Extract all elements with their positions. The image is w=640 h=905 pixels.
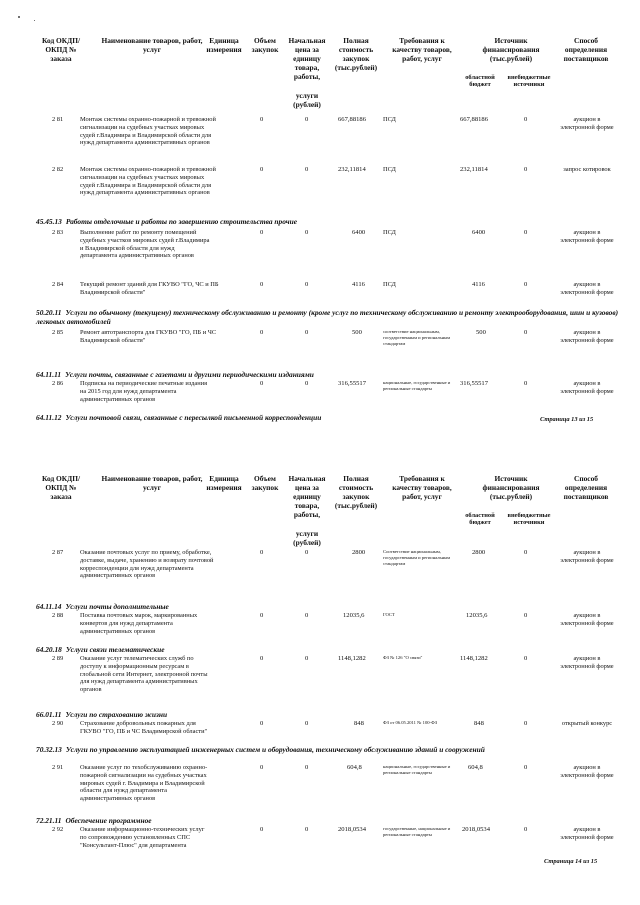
header-method: Способ определения поставщиков (563, 474, 609, 501)
okdp-group-title: Услуги почтовой связи, связанные с пересылкой письменной корреспонденции (65, 413, 322, 422)
item-name: Ремонт автотранспорта для ГКУВО "ГО, ПБ и ЧС Владимирской области" (80, 329, 217, 344)
requirements-value: Соответствие национальным, государственным и региональным стандартам (383, 549, 451, 566)
unit-price-value: 0 (305, 612, 309, 619)
okdp-group-title: Услуги по управлению эксплуатацией инженерных систем и оборудования, техническому обслуживанию зданий и сооружений (65, 745, 485, 754)
total-cost-value: 6400 (352, 229, 366, 236)
header-start-price: Начальная цена за единицу товара, работы, (288, 474, 326, 519)
header-volume: Объем закупок (251, 474, 279, 492)
header-volume: Объем закупок (251, 36, 279, 54)
order-number: 2 90 (52, 720, 64, 727)
extra-budget-value: 0 (524, 380, 528, 387)
okdp-group-heading (36, 309, 620, 327)
extra-budget-value: 0 (524, 281, 528, 288)
header-unit: Единица измерения (206, 474, 242, 492)
okdp-group-heading (36, 746, 620, 755)
requirements-value: ГОСТ (383, 612, 395, 617)
okdp-group-title: Услуги связи телематические (65, 645, 165, 654)
extra-budget-value: 0 (524, 549, 528, 556)
volume-value: 0 (260, 281, 264, 288)
unit-price-value: 0 (305, 329, 309, 336)
total-cost-value: 500 (352, 329, 362, 336)
procurement-method: открытый конкурс (561, 720, 613, 727)
header-total: Полная стоимость закупок (тыс.рублей) (334, 36, 378, 72)
regional-budget-value: 316,55517 (460, 380, 489, 387)
order-number: 2 82 (52, 166, 64, 173)
unit-price-value: 0 (305, 655, 309, 662)
page-number: Страница 13 из 15 (540, 416, 594, 423)
unit-price-value: 0 (305, 166, 309, 173)
order-number: 2 86 (52, 380, 64, 387)
regional-budget-value: 2800 (472, 549, 486, 556)
procurement-method: аукцион в электронной форме (560, 826, 614, 841)
extra-budget-value: 0 (524, 655, 528, 662)
regional-budget-value: 604,8 (468, 764, 483, 771)
item-name: Оказание услуг по техобслуживанию охранно-пожарной сигнализации на судебных участках мировых судей г. Владимира и Владимирской области для нужд департамента административных органов (80, 764, 208, 803)
scan-speck (34, 20, 35, 21)
order-number: 2 81 (52, 116, 64, 123)
order-number: 2 84 (52, 281, 64, 288)
okdp-group-code: 45.45.13 (36, 217, 62, 226)
unit-price-value: 0 (305, 720, 309, 727)
regional-budget-value: 12035,6 (466, 612, 488, 619)
requirements-value: государственные, национальные и региональные стандарты (383, 826, 451, 837)
procurement-method: аукцион в электронной форме (560, 116, 614, 131)
extra-budget-value: 0 (524, 826, 528, 833)
okdp-group-heading (36, 817, 336, 826)
order-number: 2 83 (52, 229, 64, 236)
okdp-group-code: 50.20.11 (36, 308, 62, 317)
volume-value: 0 (260, 380, 264, 387)
total-cost-value: 1148,1282 (338, 655, 366, 662)
unit-price-value: 0 (305, 826, 309, 833)
total-cost-value: 4116 (352, 281, 365, 288)
okdp-group-code: 70.32.13 (36, 745, 62, 754)
extra-budget-value: 0 (524, 116, 528, 123)
header-name: Наименование товаров, работ, услуг (101, 36, 203, 54)
unit-price-value: 0 (305, 116, 309, 123)
item-name: Монтаж системы охранно-пожарной и тревожной сигнализации на судебных участках мировых судей г.Владимира и Владимирской области для нужд департамента административных органов (80, 116, 216, 147)
unit-price-value: 0 (305, 764, 309, 771)
total-cost-value: 316,55517 (338, 380, 367, 387)
total-cost-value: 2800 (352, 549, 366, 556)
header-source: Источник финансирования (тыс.рублей) (482, 36, 540, 63)
okdp-group-heading (36, 711, 336, 720)
requirements-value: ПСД (383, 229, 396, 236)
order-number: 2 91 (52, 764, 64, 771)
extra-budget-value: 0 (524, 329, 528, 336)
volume-value: 0 (260, 764, 264, 771)
okdp-group-code: 64.20.18 (36, 645, 62, 654)
item-name: Подписка на периодические печатные издания на 2015 год для нужд департамента административных органов (80, 380, 208, 403)
header-extrabudget: внебюджетные источники (507, 74, 551, 89)
volume-value: 0 (260, 720, 264, 727)
okdp-group-heading (36, 371, 616, 380)
page-number: Страница 14 из 15 (544, 858, 598, 865)
okdp-group-code: 64.11.11 (36, 370, 62, 379)
extra-budget-value: 0 (524, 720, 528, 727)
item-name: Оказание услуг телематических служб по доступу к информационным ресурсам в глобальной сети Интернет, электронной почты для нужд департамента административных органов (80, 655, 208, 694)
regional-budget-value: 232,11814 (460, 166, 488, 173)
okdp-group-title: Услуги по страхованию жизни (65, 710, 168, 719)
total-cost-value: 604,8 (347, 764, 362, 771)
requirements-value: соответствие национальным, государственным и региональным стандартам (383, 329, 451, 346)
total-cost-value: 848 (354, 720, 364, 727)
header-unit: Единица измерения (206, 36, 242, 54)
procurement-method: аукцион в электронной форме (560, 549, 614, 564)
total-cost-value: 667,88186 (338, 116, 367, 123)
procurement-method: аукцион в электронной форме (560, 655, 614, 670)
okdp-group-code: 66.01.11 (36, 710, 62, 719)
requirements-value: национальные, государственные и региональные стандарты (383, 764, 451, 775)
procurement-method: аукцион в электронной форме (560, 380, 614, 395)
header-code: Код ОКДП/ ОКПД № заказа (41, 36, 81, 63)
regional-budget-value: 6400 (472, 229, 486, 236)
procurement-method: аукцион в электронной форме (560, 764, 614, 779)
volume-value: 0 (260, 826, 264, 833)
volume-value: 0 (260, 655, 264, 662)
okdp-group-title: Работы отделочные и работы по завершению строительства прочие (65, 217, 297, 226)
header-extrabudget: внебюджетные источники (507, 512, 551, 527)
unit-price-value: 0 (305, 281, 309, 288)
header-requirements: Требования к качеству товаров, работ, услуг (392, 474, 452, 501)
requirements-value: национальные, государственные и региональные стандарты (383, 380, 451, 391)
scan-speck (18, 16, 20, 18)
extra-budget-value: 0 (524, 612, 528, 619)
extra-budget-value: 0 (524, 166, 528, 173)
header-source: Источник финансирования (тыс.рублей) (482, 474, 540, 501)
header-start-price-cont: услуги (рублей) (293, 91, 321, 109)
okdp-group-heading (36, 603, 336, 612)
volume-value: 0 (260, 329, 264, 336)
regional-budget-value: 4116 (472, 281, 485, 288)
okdp-group-title: Услуги почты дополнительные (65, 602, 169, 611)
header-requirements: Требования к качеству товаров, работ, услуг (392, 36, 452, 63)
requirements-value: ПСД (383, 166, 396, 173)
procurement-method: аукцион в электронной форме (560, 229, 614, 244)
volume-value: 0 (260, 612, 264, 619)
volume-value: 0 (260, 229, 264, 236)
order-number: 2 85 (52, 329, 64, 336)
procurement-method: аукцион в электронной форме (560, 329, 614, 344)
procurement-method: запрос котировок (563, 166, 611, 173)
item-name: Страхование добровольных пожарных для ГКУВО "ГО, ПБ и ЧС Владимирской области" (80, 720, 208, 735)
volume-value: 0 (260, 166, 264, 173)
okdp-group-heading (36, 218, 616, 227)
header-regional: областной бюджет (465, 512, 495, 527)
order-number: 2 92 (52, 826, 64, 833)
total-cost-value: 12035,6 (343, 612, 365, 619)
header-code: Код ОКДП/ ОКПД № заказа (41, 474, 81, 501)
item-name: Поставка почтовых марок, маркированных конвертов для нужд департамента административных органов (80, 612, 198, 635)
item-name: Оказание почтовых услуг по приему, обработке, доставке, выдаче, хранению и возврату почтовой корреспонденции для нужд департамента административных органов (80, 549, 214, 580)
header-regional: областной бюджет (465, 74, 495, 89)
header-method: Способ определения поставщиков (563, 36, 609, 63)
unit-price-value: 0 (305, 549, 309, 556)
procurement-method: аукцион в электронной форме (560, 612, 614, 627)
extra-budget-value: 0 (524, 764, 528, 771)
regional-budget-value: 2018,0534 (462, 826, 491, 833)
procurement-method: аукцион в электронной форме (560, 281, 614, 296)
item-name: Выполнение работ по ремонту помещений судебных участков мировых судей г.Владимира и Владимирской области для нужд департамента административных органов (80, 229, 210, 260)
header-name: Наименование товаров, работ, услуг (101, 474, 203, 492)
unit-price-value: 0 (305, 229, 309, 236)
order-number: 2 87 (52, 549, 64, 556)
header-total: Полная стоимость закупок (тыс.рублей) (334, 474, 378, 510)
unit-price-value: 0 (305, 380, 309, 387)
header-start-price: Начальная цена за единицу товара, работы, (288, 36, 326, 81)
total-cost-value: 2018,0534 (338, 826, 367, 833)
regional-budget-value: 1148,1282 (460, 655, 488, 662)
okdp-group-title: Услуги по обычному (текущему) техническому обслуживанию и ремонту (кроме услуг по техническому обслуживанию и ремонту электрооборудования, шин и кузовов) легковых автомобилей (36, 308, 619, 326)
extra-budget-value: 0 (524, 229, 528, 236)
order-number: 2 89 (52, 655, 64, 662)
regional-budget-value: 500 (476, 329, 486, 336)
okdp-group-heading (36, 646, 336, 655)
item-name: Оказание информационно-технических услуг по сопровождению установленных СПС "Консультант-Плюс" для департамента (80, 826, 205, 849)
okdp-group-code: 72.21.11 (36, 816, 62, 825)
okdp-group-code: 64.11.12 (36, 413, 62, 422)
order-number: 2 88 (52, 612, 64, 619)
okdp-group-title: Услуги почты, связанные с газетами и другими периодическими изданиями (65, 370, 314, 379)
header-start-price-cont: услуги (рублей) (293, 529, 321, 547)
regional-budget-value: 848 (474, 720, 484, 727)
requirements-value: ФЗ от 06.05.2011 № 100-ФЗ (383, 720, 438, 725)
total-cost-value: 232,11814 (338, 166, 366, 173)
requirements-value: ФЗ № 126 "О связи" (383, 655, 423, 660)
okdp-group-title: Обеспечение программное (65, 816, 152, 825)
okdp-group-heading (36, 414, 516, 423)
regional-budget-value: 667,88186 (460, 116, 489, 123)
requirements-value: ПСД (383, 116, 396, 123)
volume-value: 0 (260, 549, 264, 556)
item-name: Текущий ремонт зданий для ГКУВО "ГО, ЧС и ПБ Владимирской области" (80, 281, 219, 296)
item-name: Монтаж системы охранно-пожарной и тревожной сигнализации на судебных участках мировых судей г.Владимира и Владимирской области для нужд департамента административных органов (80, 166, 216, 197)
requirements-value: ПСД (383, 281, 396, 288)
okdp-group-code: 64.11.14 (36, 602, 62, 611)
volume-value: 0 (260, 116, 264, 123)
